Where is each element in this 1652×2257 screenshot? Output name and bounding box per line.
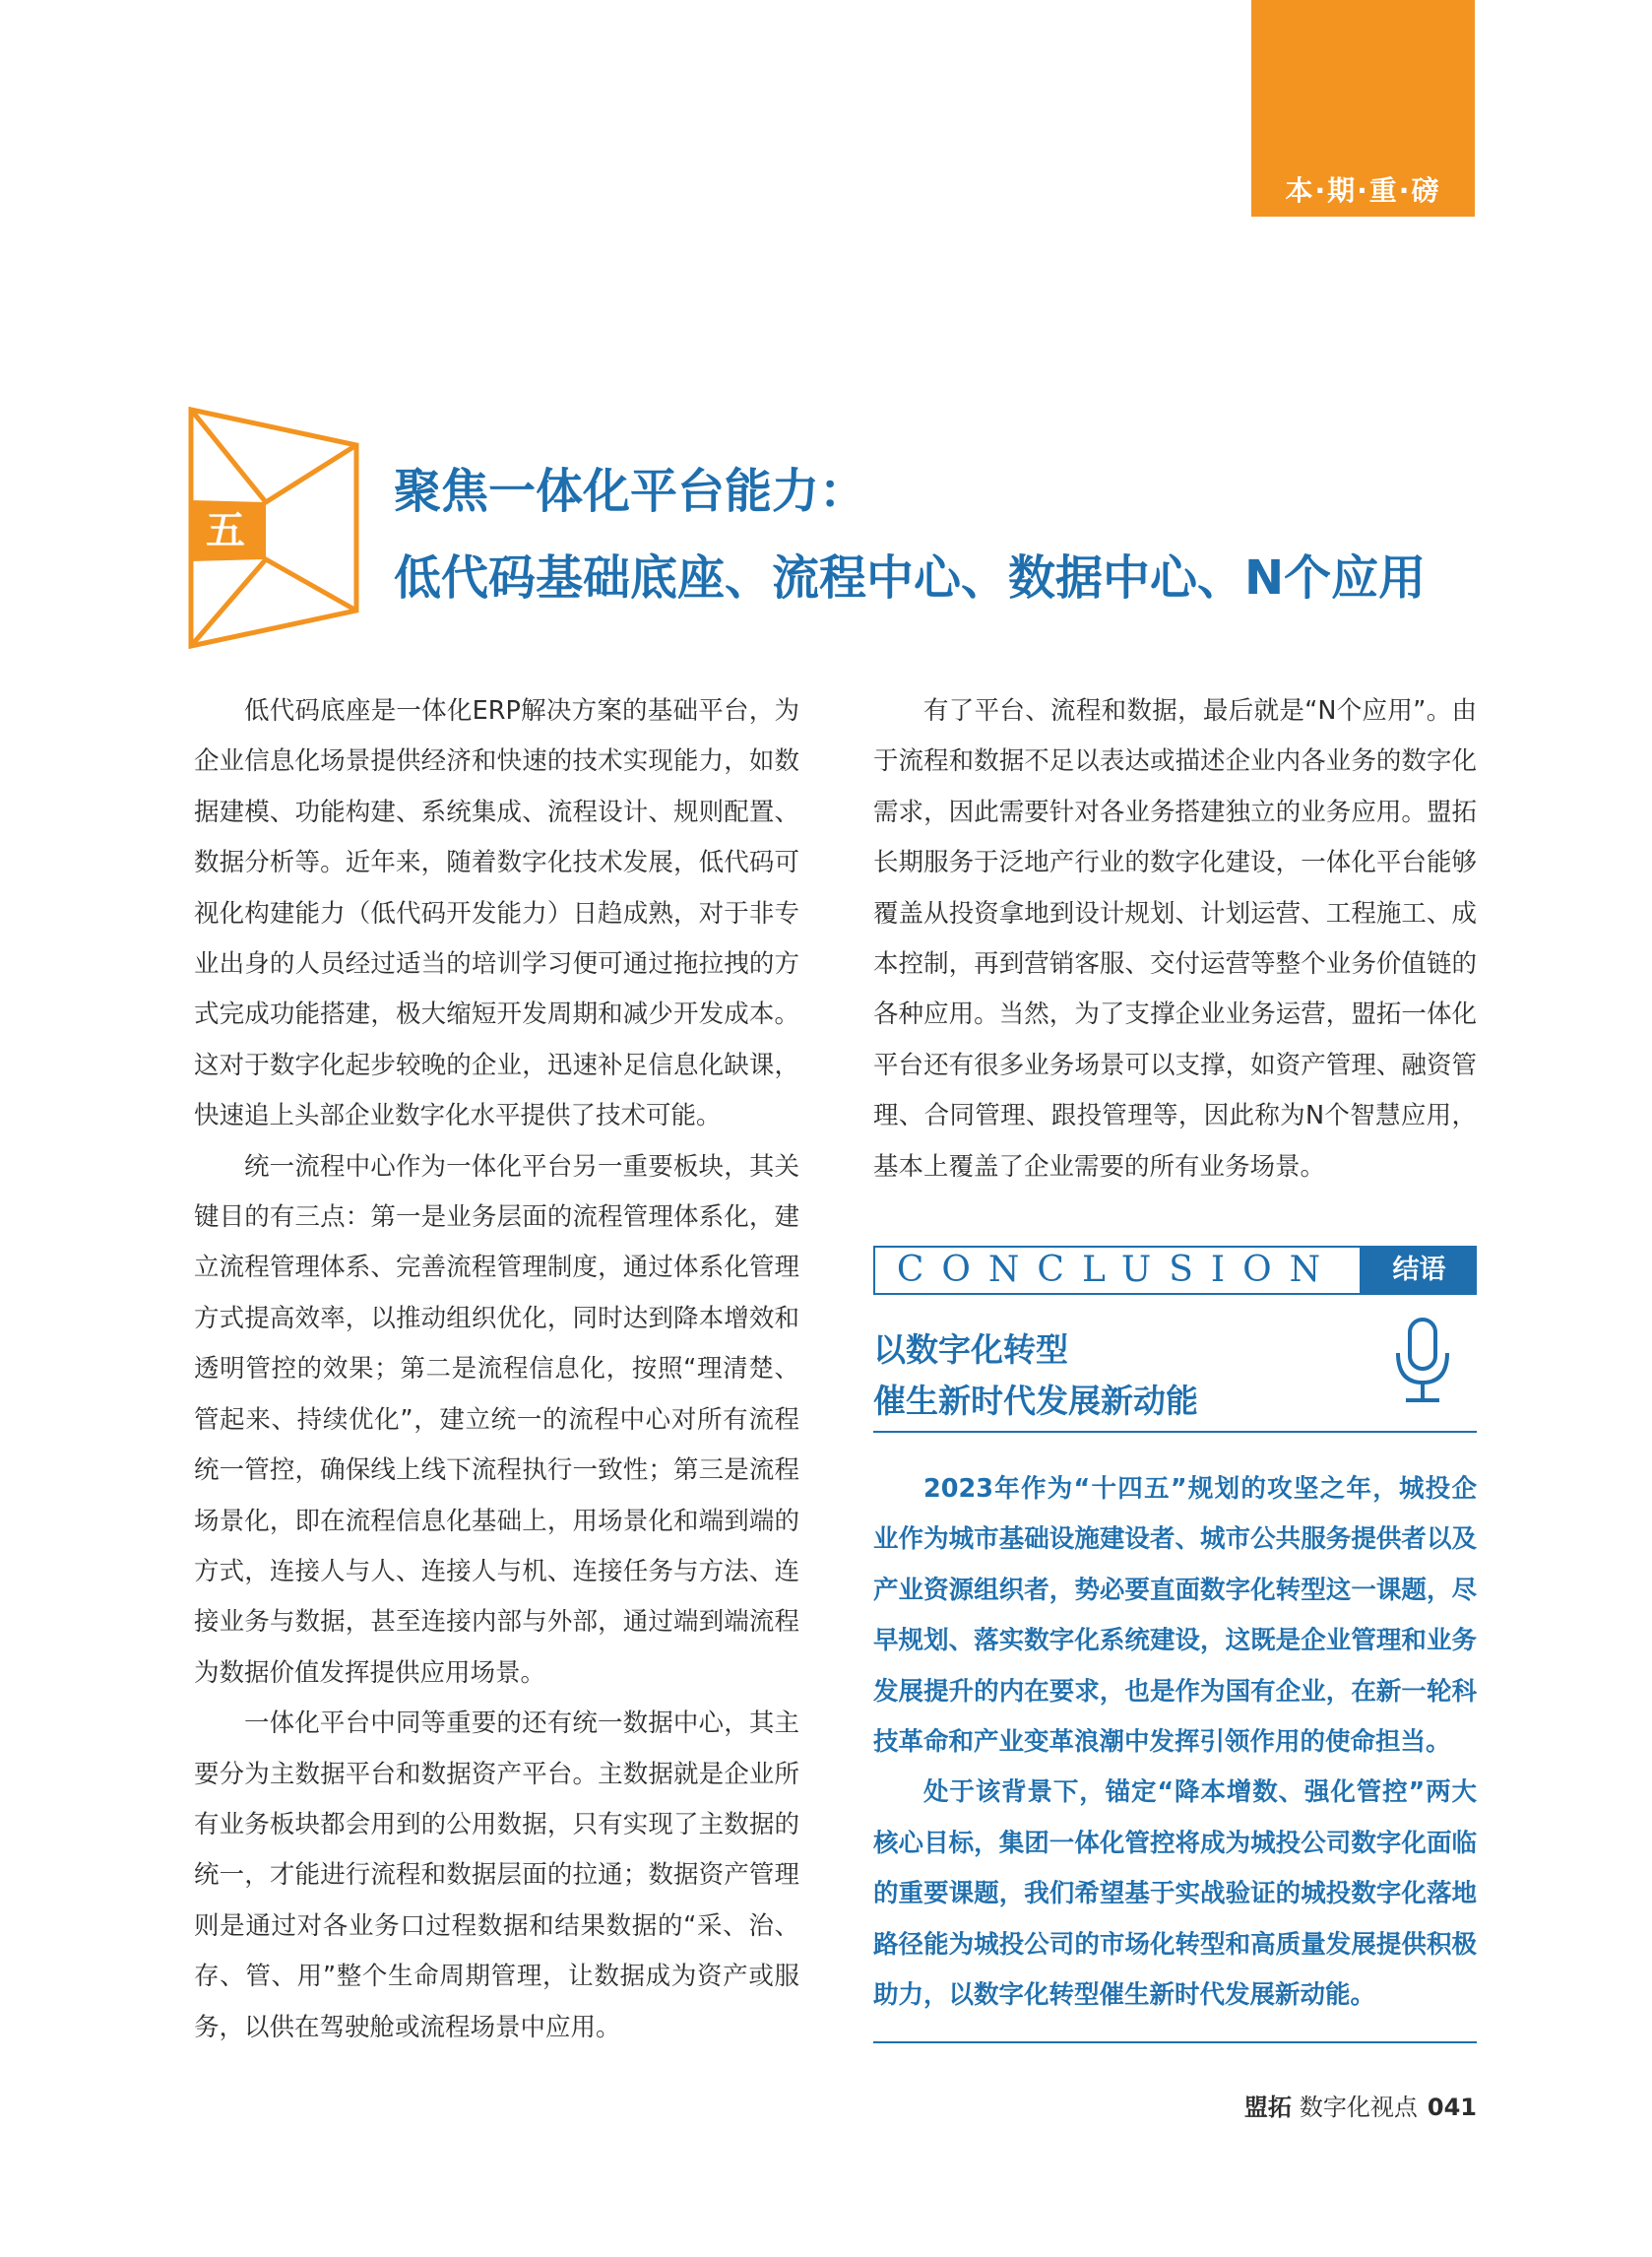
footer-brand: 盟拓 (1243, 2094, 1292, 2121)
paragraph: 低代码底座是一体化ERP解决方案的基础平台，为企业信息化场景提供经济和快速的技术实现能力，如数据建模、功能构建、系统集成、流程设计、规则配置、数据分析等。近年来，随着数字化技术发展，低代码可视化构建能力（低代码开发能力）日趋成熟，对于非专业出身的人员经过适当的培训学习便可通过拖拉拽的方式完成功能搭建，极大缩短开发周期和减少开发成本。这对于数字化起步较晚的企业，迅速补足信息化缺课，快速追上头部企业数字化水平提供了技术可能。 (194, 696, 799, 1131)
page-footer (1181, 2088, 1477, 2122)
conclusion-divider-bottom (873, 2041, 1477, 2043)
header-tab-label: 本·期·重·磅 (1285, 174, 1441, 207)
footer-section: 数字化视点 (1299, 2094, 1418, 2121)
conclusion-banner-en: CONCLUSION (873, 1246, 1362, 1295)
paragraph: 有了平台、流程和数据，最后就是“N个应用”。由于流程和数据不足以表达或描述企业内各业务的数字化需求，因此需要针对各业务搭建独立的业务应用。盟拓长期服务于泛地产行业的数字化建设，一体化平台能够覆盖从投资拿地到设计规划、计划运营、工程施工、成本控制，再到营销客服、交付运营等整个业务价值链的各种应用。当然，为了支撑企业业务运营，盟拓一体化平台还有很多业务场景可以支撑，如资产管理、融资管理、合同管理、跟投管理等，因此称为N个智慧应用，基本上覆盖了企业需要的所有业务场景。 (873, 696, 1477, 1182)
conclusion-banner-cn: 结语 (1362, 1246, 1477, 1295)
paragraph: 2023年作为“十四五”规划的攻坚之年，城投企业作为城市基础设施建设者、城市公共服务提供者以及产业资源组织者，势必要直面数字化转型这一课题，尽早规划、落实数字化系统建设，这既是企业管理和业务发展提升的内在要求，也是作为国有企业，在新一轮科技革命和产业变革浪潮中发挥引领作用的使命担当。 (873, 1474, 1477, 1758)
section-number: 五 (206, 508, 245, 553)
page-number: 041 (1427, 2094, 1477, 2121)
paragraph: 处于该背景下，锚定“降本增数、强化管控”两大核心目标，集团一体化管控将成为城投公司数字化面临的重要课题，我们希望基于实战验证的城投数字化落地路径能为城投公司的市场化转型和高质量发展提供积极助力，以数字化转型催生新时代发展新动能。 (873, 1777, 1477, 2011)
conclusion-title-line2: 催生新时代发展新动能 (873, 1382, 1198, 1420)
microphone-icon (1388, 1316, 1457, 1406)
paragraph: 一体化平台中同等重要的还有统一数据中心，其主要分为主数据平台和数据资产平台。主数据就是企业所有业务板块都会用到的公用数据，只有实现了主数据的统一，才能进行流程和数据层面的拉通；数据资产管理则是通过对各业务口过程数据和结果数据的“采、治、存、管、用”整个生命周期管理，让数据成为资产或服务，以供在驾驶舱或流程场景中应用。 (194, 1709, 799, 2042)
right-column (873, 686, 1477, 1193)
section-title-line2: 低代码基础底座、流程中心、数据中心、N个应用 (394, 550, 1427, 606)
conclusion-title-line1: 以数字化转型 (873, 1330, 1068, 1369)
conclusion-banner (873, 1246, 1477, 1295)
conclusion-divider-top (873, 1431, 1477, 1433)
conclusion-body (873, 1464, 1477, 2021)
section-title-line1: 聚焦一体化平台能力： (394, 464, 867, 519)
left-column (194, 686, 799, 2053)
paragraph: 统一流程中心作为一体化平台另一重要板块，其关键目的有三点：第一是业务层面的流程管理体系化，建立流程管理体系、完善流程管理制度，通过体系化管理方式提高效率，以推动组织优化，同时达到降本增效和透明管控的效果；第二是流程信息化，按照“理清楚、管起来、持续优化”，建立统一的流程中心对所有流程统一管控，确保线上线下流程执行一致性；第三是流程场景化，即在流程信息化基础上，用场景化和端到端的方式，连接人与人、连接人与机、连接任务与方法、连接业务与数据，甚至连接内部与外部，通过端到端流程为数据价值发挥提供应用场景。 (194, 1151, 799, 1688)
